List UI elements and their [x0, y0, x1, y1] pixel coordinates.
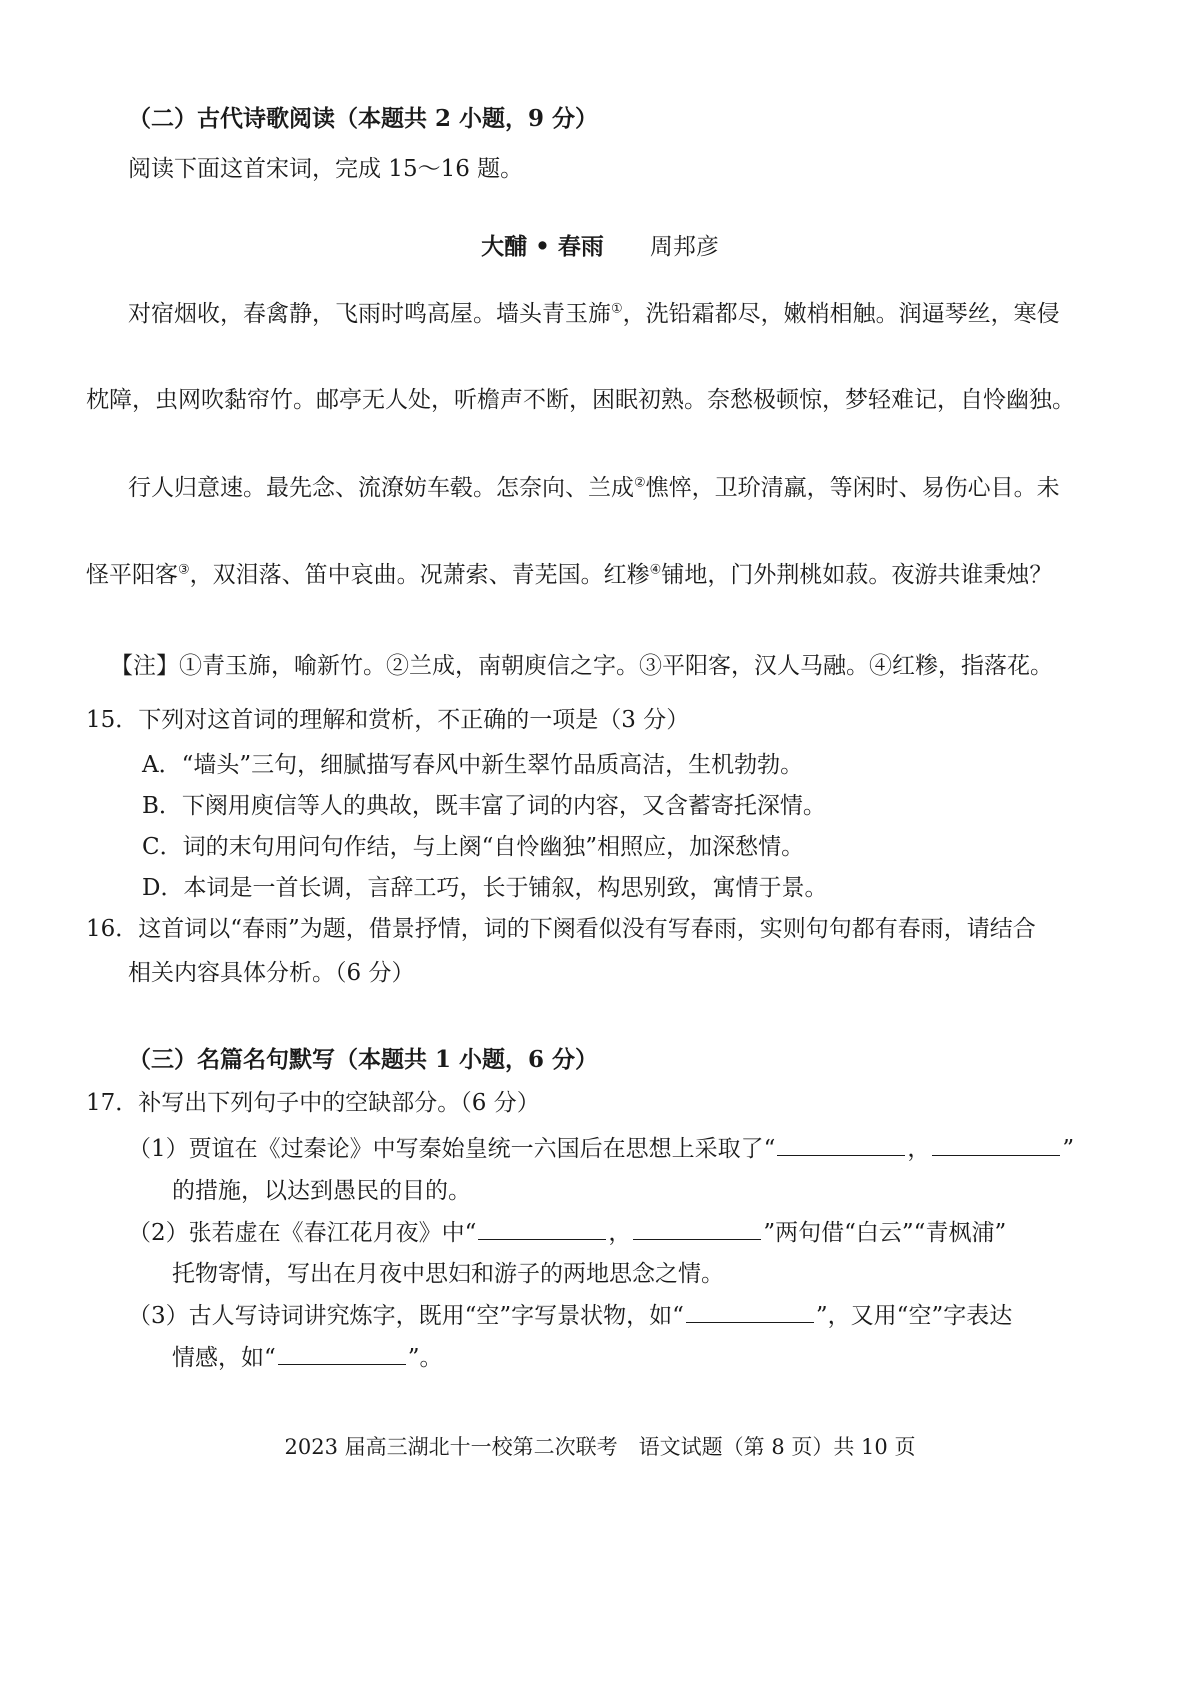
poem-title-line	[0, 232, 1200, 262]
question-15-option-b: B．下阕用庾信等人的典故，既丰富了词的内容，又含蓄寄托深情。	[142, 793, 826, 819]
poem-annotation: 【注】①青玉旆，喻新竹。②兰成，南朝庾信之字。③平阳客，汉人马融。④红糁，指落花。	[110, 653, 1053, 679]
poem-line-4: 怪平阳客③，双泪落、笛中哀曲。况萧索、青芜国。红糁④铺地，门外荆桃如菽。夜游共谁秉烛？	[86, 562, 1053, 588]
question-17-part-1-cont: 的措施，以达到愚民的目的。	[172, 1178, 471, 1204]
section-heading-recitation: （三）名篇名句默写（本题共 1 小题，6 分）	[128, 1046, 599, 1073]
note-marker: ①	[611, 301, 623, 317]
page-footer: 2023 届高三湖北十一校第二次联考 语文试题（第 8 页）共 10 页	[284, 1435, 916, 1459]
question-17-part-3: （3）古人写诗词讲究炼字，既用“空”字写景状物，如“ ”，又用“空”字表达	[128, 1303, 1013, 1329]
answer-blank[interactable]	[686, 1304, 814, 1323]
question-15-option-d: D．本词是一首长调，言辞工巧，长于铺叙，构思别致，寓情于景。	[142, 875, 828, 901]
note-marker: ④	[649, 562, 662, 578]
question-15-option-c: C．词的末句用问句作结，与上阕“自怜幽独”相照应，加深愁情。	[142, 834, 805, 860]
question-16-line-2: 相关内容具体分析。（6 分）	[128, 960, 415, 986]
poem-title: 大酺 • 春雨	[481, 233, 604, 260]
note-marker: ③	[178, 562, 190, 578]
poem-line-1: 对宿烟收，春禽静，飞雨时鸣高屋。墙头青玉旆①，洗铅霜都尽，嫩梢相触。润逼琴丝，寒侵	[128, 301, 1060, 327]
note-marker: ②	[634, 475, 646, 491]
poem-line-2: 枕障，虫网吹黏帘竹。邮亭无人处，听檐声不断，困眠初熟。奈愁极顿惊，梦轻难记，自怜幽独。	[86, 387, 1075, 413]
question-17-part-1: （1）贾谊在《过秦论》中写秦始皇统一六国后在思想上采取了“ ， ”	[128, 1136, 1075, 1162]
answer-blank[interactable]	[777, 1137, 905, 1156]
poem-line-3: 行人归意速。最先念、流潦妨车毂。怎奈向、兰成②憔悴，卫玠清羸，等闲时、易伤心目。未	[128, 475, 1060, 501]
question-17-part-3-cont: 情感，如“ ”。	[172, 1345, 443, 1371]
question-16-line-1: 16．这首词以“春雨”为题，借景抒情，词的下阕看似没有写春雨，实则句句都有春雨，请结合	[86, 916, 1036, 942]
poem-author: 周邦彦	[649, 234, 719, 260]
answer-blank[interactable]	[932, 1137, 1060, 1156]
question-15-stem: 15．下列对这首词的理解和赏析，不正确的一项是（3 分）	[86, 707, 690, 733]
question-15-option-a: A．“墙头”三句，细腻描写春风中新生翠竹品质高洁，生机勃勃。	[142, 752, 804, 778]
answer-blank[interactable]	[278, 1346, 406, 1365]
section-heading-poetry: （二）古代诗歌阅读（本题共 2 小题，9 分）	[128, 105, 599, 132]
question-17-part-2-cont: 托物寄情，写出在月夜中思妇和游子的两地思念之情。	[172, 1261, 724, 1287]
poetry-instruction: 阅读下面这首宋词，完成 15～16 题。	[128, 156, 524, 182]
question-17-part-2: （2）张若虚在《春江花月夜》中“ ， ”两句借“白云”“青枫浦”	[128, 1220, 1007, 1246]
answer-blank[interactable]	[633, 1221, 761, 1240]
answer-blank[interactable]	[478, 1221, 606, 1240]
question-17-stem: 17．补写出下列句子中的空缺部分。（6 分）	[86, 1090, 540, 1116]
